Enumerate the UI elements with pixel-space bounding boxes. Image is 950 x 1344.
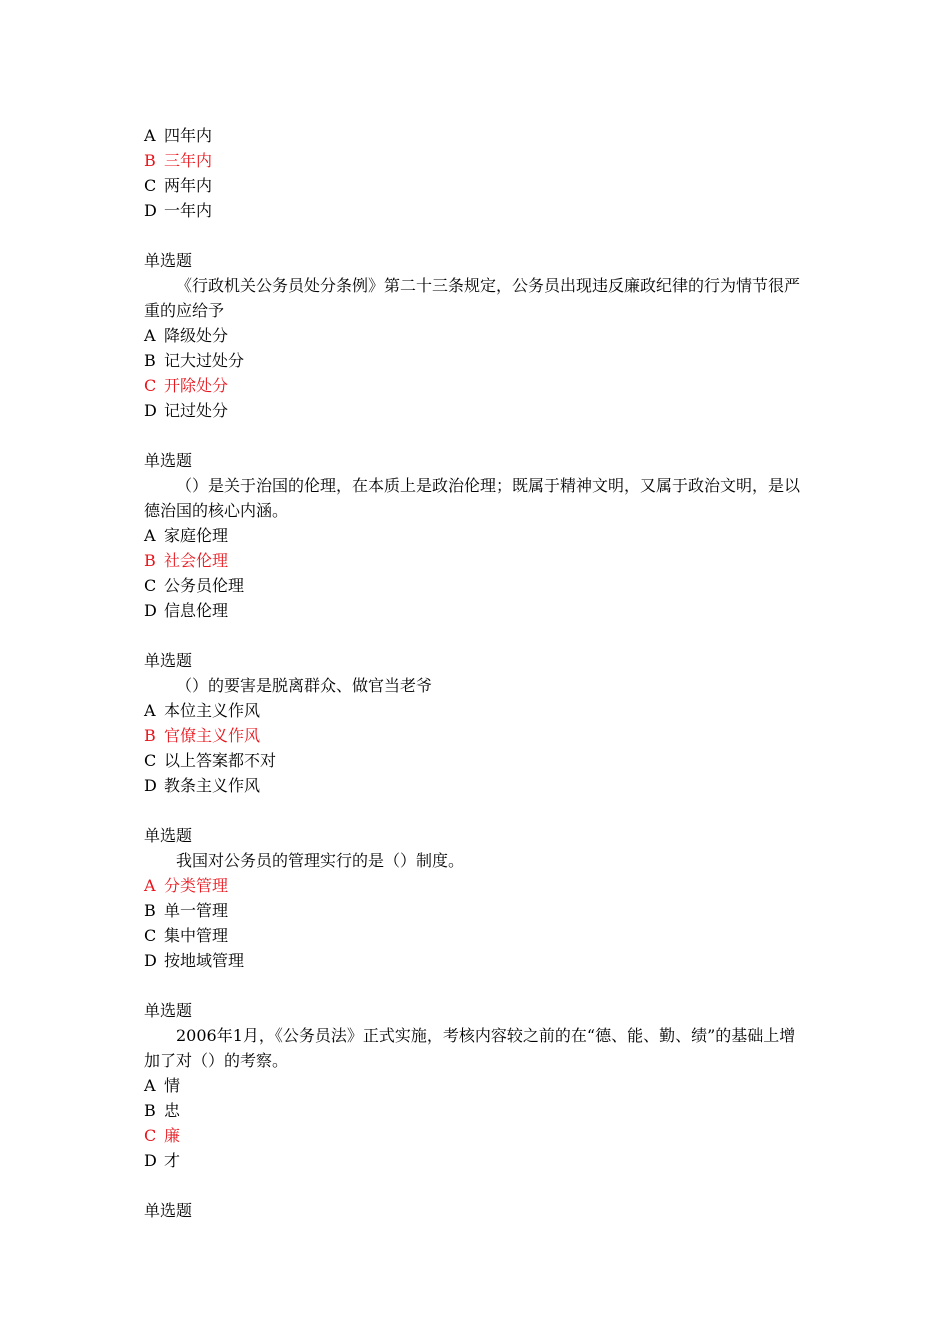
option-letter: C bbox=[144, 751, 157, 770]
option-line bbox=[144, 948, 808, 973]
option-text: 官僚主义作风 bbox=[164, 726, 261, 745]
option-line bbox=[144, 598, 808, 623]
question-block bbox=[144, 448, 808, 623]
question-stem: 我国对公务员的管理实行的是（）制度。 bbox=[176, 851, 465, 870]
option-line bbox=[144, 373, 808, 398]
option-line bbox=[144, 1073, 808, 1098]
option-text: 两年内 bbox=[164, 176, 213, 195]
question-stem: （）的要害是脱离群众、做官当老爷 bbox=[176, 676, 433, 695]
option-text: 公务员伦理 bbox=[164, 576, 245, 595]
option-letter: A bbox=[144, 126, 156, 145]
option-letter: D bbox=[144, 776, 157, 795]
question-stem: （）是关于治国的伦理，在本质上是政治伦理；既属于精神文明，又属于政治文明，是以德治国的核心内涵。 bbox=[144, 476, 801, 520]
option-text: 本位主义作风 bbox=[164, 701, 261, 720]
option-text: 以上答案都不对 bbox=[164, 751, 277, 770]
option-text: 分类管理 bbox=[164, 876, 229, 895]
question-type: 单选题 bbox=[144, 651, 193, 670]
option-letter: C bbox=[144, 576, 157, 595]
option-letter: B bbox=[144, 726, 156, 745]
option-text: 单一管理 bbox=[164, 901, 229, 920]
option-letter: A bbox=[144, 876, 156, 895]
option-text: 降级处分 bbox=[164, 326, 229, 345]
option-line bbox=[144, 573, 808, 598]
question-stem: 2006年1月，《公务员法》正式实施，考核内容较之前的在“德、能、勤、绩”的基础上增加了对（）的考察。 bbox=[144, 1026, 796, 1070]
option-line bbox=[144, 173, 808, 198]
question-block bbox=[144, 648, 808, 798]
option-line bbox=[144, 698, 808, 723]
option-letter: C bbox=[144, 376, 157, 395]
option-text: 三年内 bbox=[164, 151, 213, 170]
option-letter: D bbox=[144, 1151, 157, 1170]
option-letter: A bbox=[144, 1076, 156, 1095]
option-text: 按地域管理 bbox=[164, 951, 245, 970]
option-text: 家庭伦理 bbox=[164, 526, 229, 545]
option-text: 教条主义作风 bbox=[164, 776, 261, 795]
option-text: 才 bbox=[164, 1151, 181, 1170]
option-letter: D bbox=[144, 201, 157, 220]
option-letter: A bbox=[144, 526, 156, 545]
option-letter: D bbox=[144, 401, 157, 420]
option-line bbox=[144, 198, 808, 223]
option-letter: B bbox=[144, 151, 156, 170]
option-letter: B bbox=[144, 1101, 156, 1120]
question-block bbox=[144, 248, 808, 423]
document-page bbox=[144, 123, 808, 1223]
question-type: 单选题 bbox=[144, 251, 193, 270]
option-letter: B bbox=[144, 551, 156, 570]
question-type: 单选题 bbox=[144, 826, 193, 845]
option-line bbox=[144, 523, 808, 548]
option-text: 廉 bbox=[164, 1126, 181, 1145]
question-type: 单选题 bbox=[144, 1001, 193, 1020]
option-line bbox=[144, 723, 808, 748]
option-text: 信息伦理 bbox=[164, 601, 229, 620]
option-text: 四年内 bbox=[164, 126, 213, 145]
option-letter: D bbox=[144, 601, 157, 620]
option-letter: C bbox=[144, 926, 157, 945]
option-letter: A bbox=[144, 326, 156, 345]
option-line bbox=[144, 773, 808, 798]
question-block bbox=[144, 823, 808, 973]
option-letter: B bbox=[144, 351, 156, 370]
option-text: 社会伦理 bbox=[164, 551, 229, 570]
option-text: 集中管理 bbox=[164, 926, 229, 945]
option-text: 记过处分 bbox=[164, 401, 229, 420]
question-type: 单选题 bbox=[144, 451, 193, 470]
trailing-question-block bbox=[144, 1198, 808, 1223]
question-block bbox=[144, 998, 808, 1173]
option-line bbox=[144, 898, 808, 923]
option-line bbox=[144, 1148, 808, 1173]
option-line bbox=[144, 348, 808, 373]
option-letter: C bbox=[144, 1126, 157, 1145]
option-text: 忠 bbox=[164, 1101, 181, 1120]
leading-options-block bbox=[144, 123, 808, 223]
question-type: 单选题 bbox=[144, 1201, 193, 1220]
option-line bbox=[144, 148, 808, 173]
option-text: 情 bbox=[164, 1076, 181, 1095]
option-line bbox=[144, 1098, 808, 1123]
option-letter: D bbox=[144, 951, 157, 970]
option-text: 一年内 bbox=[164, 201, 213, 220]
option-line bbox=[144, 748, 808, 773]
option-text: 记大过处分 bbox=[164, 351, 245, 370]
option-line bbox=[144, 873, 808, 898]
option-text: 开除处分 bbox=[164, 376, 229, 395]
question-stem: 《行政机关公务员处分条例》第二十三条规定，公务员出现违反廉政纪律的行为情节很严重的应给予 bbox=[144, 276, 801, 320]
option-line bbox=[144, 548, 808, 573]
option-line bbox=[144, 398, 808, 423]
option-line bbox=[144, 1123, 808, 1148]
option-line bbox=[144, 123, 808, 148]
option-letter: C bbox=[144, 176, 157, 195]
option-line bbox=[144, 323, 808, 348]
option-line bbox=[144, 923, 808, 948]
option-letter: A bbox=[144, 701, 156, 720]
option-letter: B bbox=[144, 901, 156, 920]
